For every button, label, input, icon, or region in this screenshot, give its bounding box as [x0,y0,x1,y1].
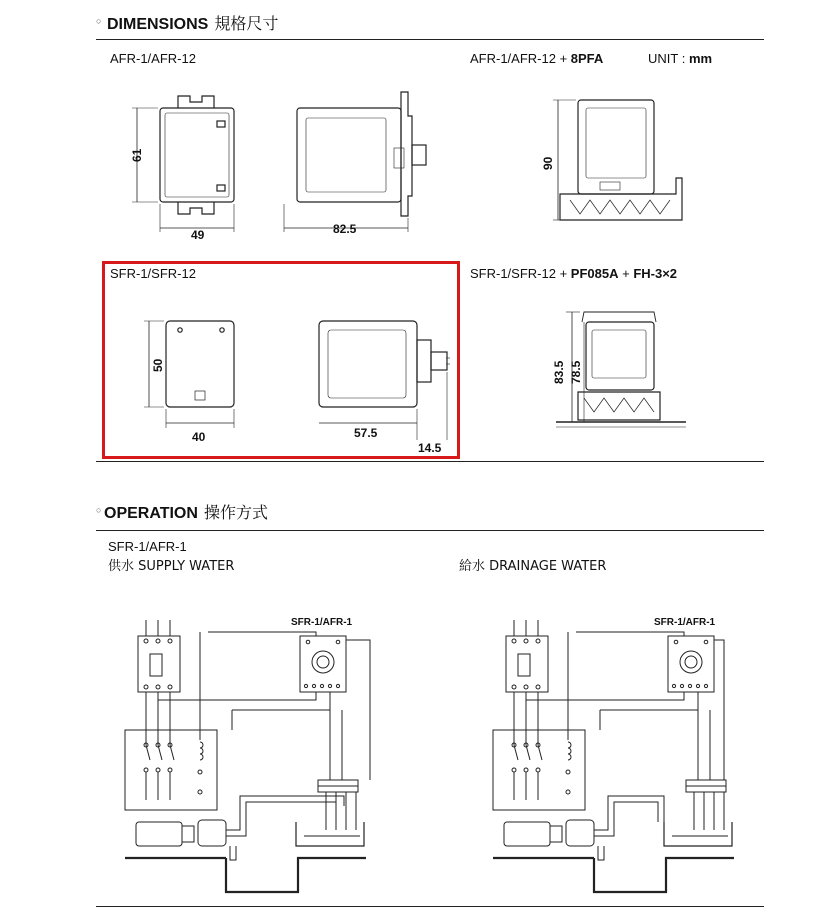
unit-label: UNIT : mm [648,51,713,66]
afr-width-dim: 49 [191,228,205,242]
sfr-depth-dim: 57.5 [354,426,378,440]
operation-title-cjk: 操作方式 [203,503,268,522]
sfr-pf-height2-dim: 78.5 [569,360,583,384]
relay-label-left: SFR-1/AFR-1 [291,617,353,628]
operation-title [104,500,268,523]
drain-water-label: 給水 DRAINAGE WATER [459,559,607,574]
divider [96,906,764,907]
afr-pf-label: AFR-1/AFR-12 + 8PFA [470,51,604,66]
sfr-pf-height1-dim: 83.5 [552,360,566,384]
supply-water-label: 供水 SUPPLY WATER [108,559,235,574]
divider [96,461,764,462]
dimensions-title-text: DIMENSIONS [107,16,209,33]
operation-title-text: OPERATION [104,505,198,522]
afr-pf-height-dim: 90 [541,156,555,170]
dimensions-title [107,11,278,34]
divider [96,530,764,531]
sfr-pin-dim: 14.5 [418,441,442,455]
relay-label-right: SFR-1/AFR-1 [654,617,716,628]
sfr-height-dim: 50 [151,358,165,372]
model-label: SFR-1/AFR-1 [108,539,187,554]
afr-label: AFR-1/AFR-12 [110,51,196,66]
bullet-icon: ○ [96,505,102,515]
afr-height-dim: 61 [130,148,144,162]
dimensions-title-cjk: 規格尺寸 [214,14,279,33]
sfr-pf-label: SFR-1/SFR-12 + PF085A + FH-3×2 [470,266,678,281]
sfr-width-dim: 40 [192,430,206,444]
sfr-label: SFR-1/SFR-12 [110,266,196,281]
bullet-icon: ○ [96,16,102,26]
divider [96,39,764,40]
afr-depth-dim: 82.5 [333,222,357,236]
